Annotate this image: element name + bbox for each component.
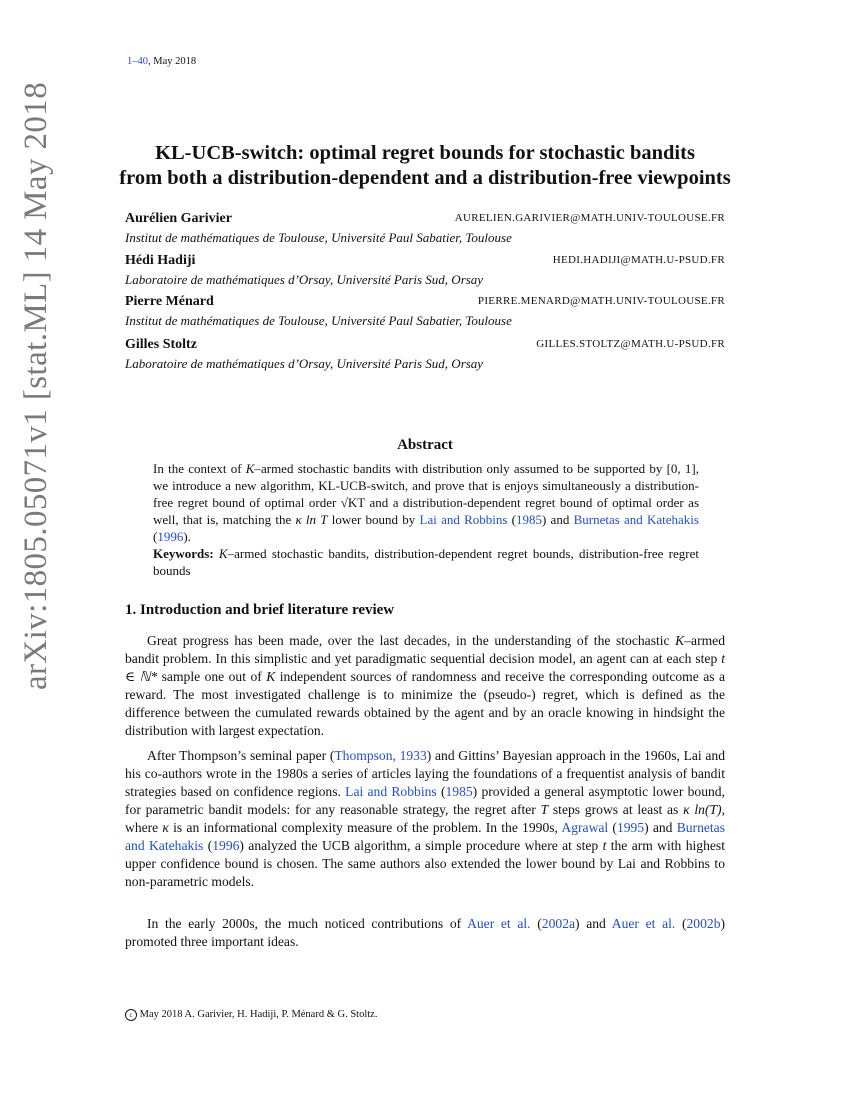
citation-link[interactable]: Thompson, 1933 xyxy=(334,748,427,763)
copyright-footer xyxy=(125,1009,377,1021)
author-affiliation: Laboratoire de mathématiques d’Orsay, Université Paris Sud, Orsay xyxy=(125,272,484,287)
citation-link[interactable]: Burnetas and Katehakis xyxy=(573,512,699,527)
citation-year-link[interactable]: 1995 xyxy=(616,820,645,835)
author-email[interactable]: PIERRE.MENARD@MATH.UNIV-TOULOUSE.FR xyxy=(477,295,725,307)
abstract-heading: Abstract xyxy=(397,437,453,453)
citation-link[interactable]: Lai and Robbins xyxy=(345,784,437,799)
author-name: Gilles Stoltz xyxy=(125,337,197,352)
author-email[interactable]: HEDI.HADIJI@MATH.U-PSUD.FR xyxy=(552,254,725,266)
citation-link[interactable]: Lai and Robbins xyxy=(419,512,508,527)
paragraph: In the early 2000s, the much noticed contributions of Auer et al. (2002a) and Auer et al. (2002b) promoted three important ideas. xyxy=(125,916,726,949)
author-name: Aurélien Garivier xyxy=(125,211,232,226)
title-line-1: KL-UCB-switch: optimal regret bounds for stochastic bandits xyxy=(155,142,695,164)
keywords: Keywords: K–armed stochastic bandits, distribution-dependent regret bounds, distribution-free regret bounds xyxy=(153,546,699,578)
citation-link[interactable]: Auer et al. xyxy=(467,916,531,931)
paragraph: After Thompson’s seminal paper (Thompson, 1933) and Gittins’ Bayesian approach in the 1960s, Lai and his co-authors wrote in the 1980s a series of articles laying the foundations of a frequentist analysis of bandit strategies based on confidence regions. Lai and Robbins (1985) provided a general asymptotic lower bound, for parametric bandit models: for any reasonable strategy, the regret after T steps grows at least as κ ln(T), where κ is an informational complexity measure of the problem. In the 1990s, Agrawal (1995) and Burnetas and Katehakis (1996) analyzed the UCB algorithm, a simple procedure where at step t the arm with highest upper confidence bound is chosen. The same authors also extended the lower bound by Lai and Robbins to non-parametric models. xyxy=(125,748,726,889)
section-heading: 1. Introduction and brief literature review xyxy=(125,602,395,618)
citation-link[interactable]: Burnetas and Katehakis xyxy=(125,820,726,853)
citation-year-link[interactable]: 2002b xyxy=(686,916,721,931)
citation-year-link[interactable]: 2002a xyxy=(541,916,576,931)
citation-link[interactable]: Auer et al. xyxy=(611,916,676,931)
citation-year-link[interactable]: 1985 xyxy=(445,784,473,799)
copyright-icon: c xyxy=(125,1009,137,1021)
footer-text: May 2018 A. Garivier, H. Hadiji, P. Ménard & G. Stoltz. xyxy=(137,1009,378,1020)
arxiv-identifier: arXiv:1805.05071v1 [stat.ML] 14 May 2018 xyxy=(18,81,54,690)
author-affiliation: Institut de mathématiques de Toulouse, Université Paul Sabatier, Toulouse xyxy=(125,230,512,245)
paper-title xyxy=(100,141,750,191)
page-range-link[interactable]: 1–40 xyxy=(127,56,148,67)
title-line-2: from both a distribution-dependent and a distribution-free viewpoints xyxy=(119,167,731,189)
citation-year-link[interactable]: 1996 xyxy=(157,529,184,544)
author-email[interactable]: GILLES.STOLTZ@MATH.U-PSUD.FR xyxy=(536,338,725,350)
paragraph: Great progress has been made, over the last decades, in the understanding of the stochastic K–armed bandit problem. In this simplistic and yet paradigmatic sequential decision model, an agent can at each step t ∈ ℕ* sample one out of K independent sources of randomness and receive the corresponding outcome as a reward. The most investigated challenge is to minimize the (pseudo-) regret, which is defined as the difference between the cumulated rewards obtained by the agent and by an oracle knowing in hindsight the distribution with largest expectation. xyxy=(125,633,725,738)
author-email[interactable]: AURELIEN.GARIVIER@MATH.UNIV-TOULOUSE.FR xyxy=(454,212,725,224)
author-affiliation: Laboratoire de mathématiques d’Orsay, Université Paris Sud, Orsay xyxy=(125,356,484,371)
header-date: , May 2018 xyxy=(148,56,197,67)
running-header xyxy=(127,56,196,67)
abstract-body: In the context of K–armed stochastic bandits with distribution only assumed to be supported by [0, 1], we introduce a new algorithm, KL-UCB-switch, and prove that is enjoys simultaneously a distribution-free regret bound of optimal order √KT and a distribution-dependent regret bound of optimal order as well, that is, matching the κ ln T lower bound by Lai and Robbins (1985) and Burnetas and Katehakis (1996). xyxy=(153,461,700,544)
keywords-label: Keywords: xyxy=(153,546,214,561)
citation-link[interactable]: Agrawal xyxy=(561,820,609,835)
math-sqrt-kt: √KT xyxy=(340,495,365,510)
author-affiliation: Institut de mathématiques de Toulouse, Université Paul Sabatier, Toulouse xyxy=(125,313,512,328)
citation-year-link[interactable]: 1996 xyxy=(212,838,240,853)
author-name: Pierre Ménard xyxy=(125,294,214,309)
author-name: Hédi Hadiji xyxy=(125,253,196,268)
citation-year-link[interactable]: 1985 xyxy=(516,512,542,527)
